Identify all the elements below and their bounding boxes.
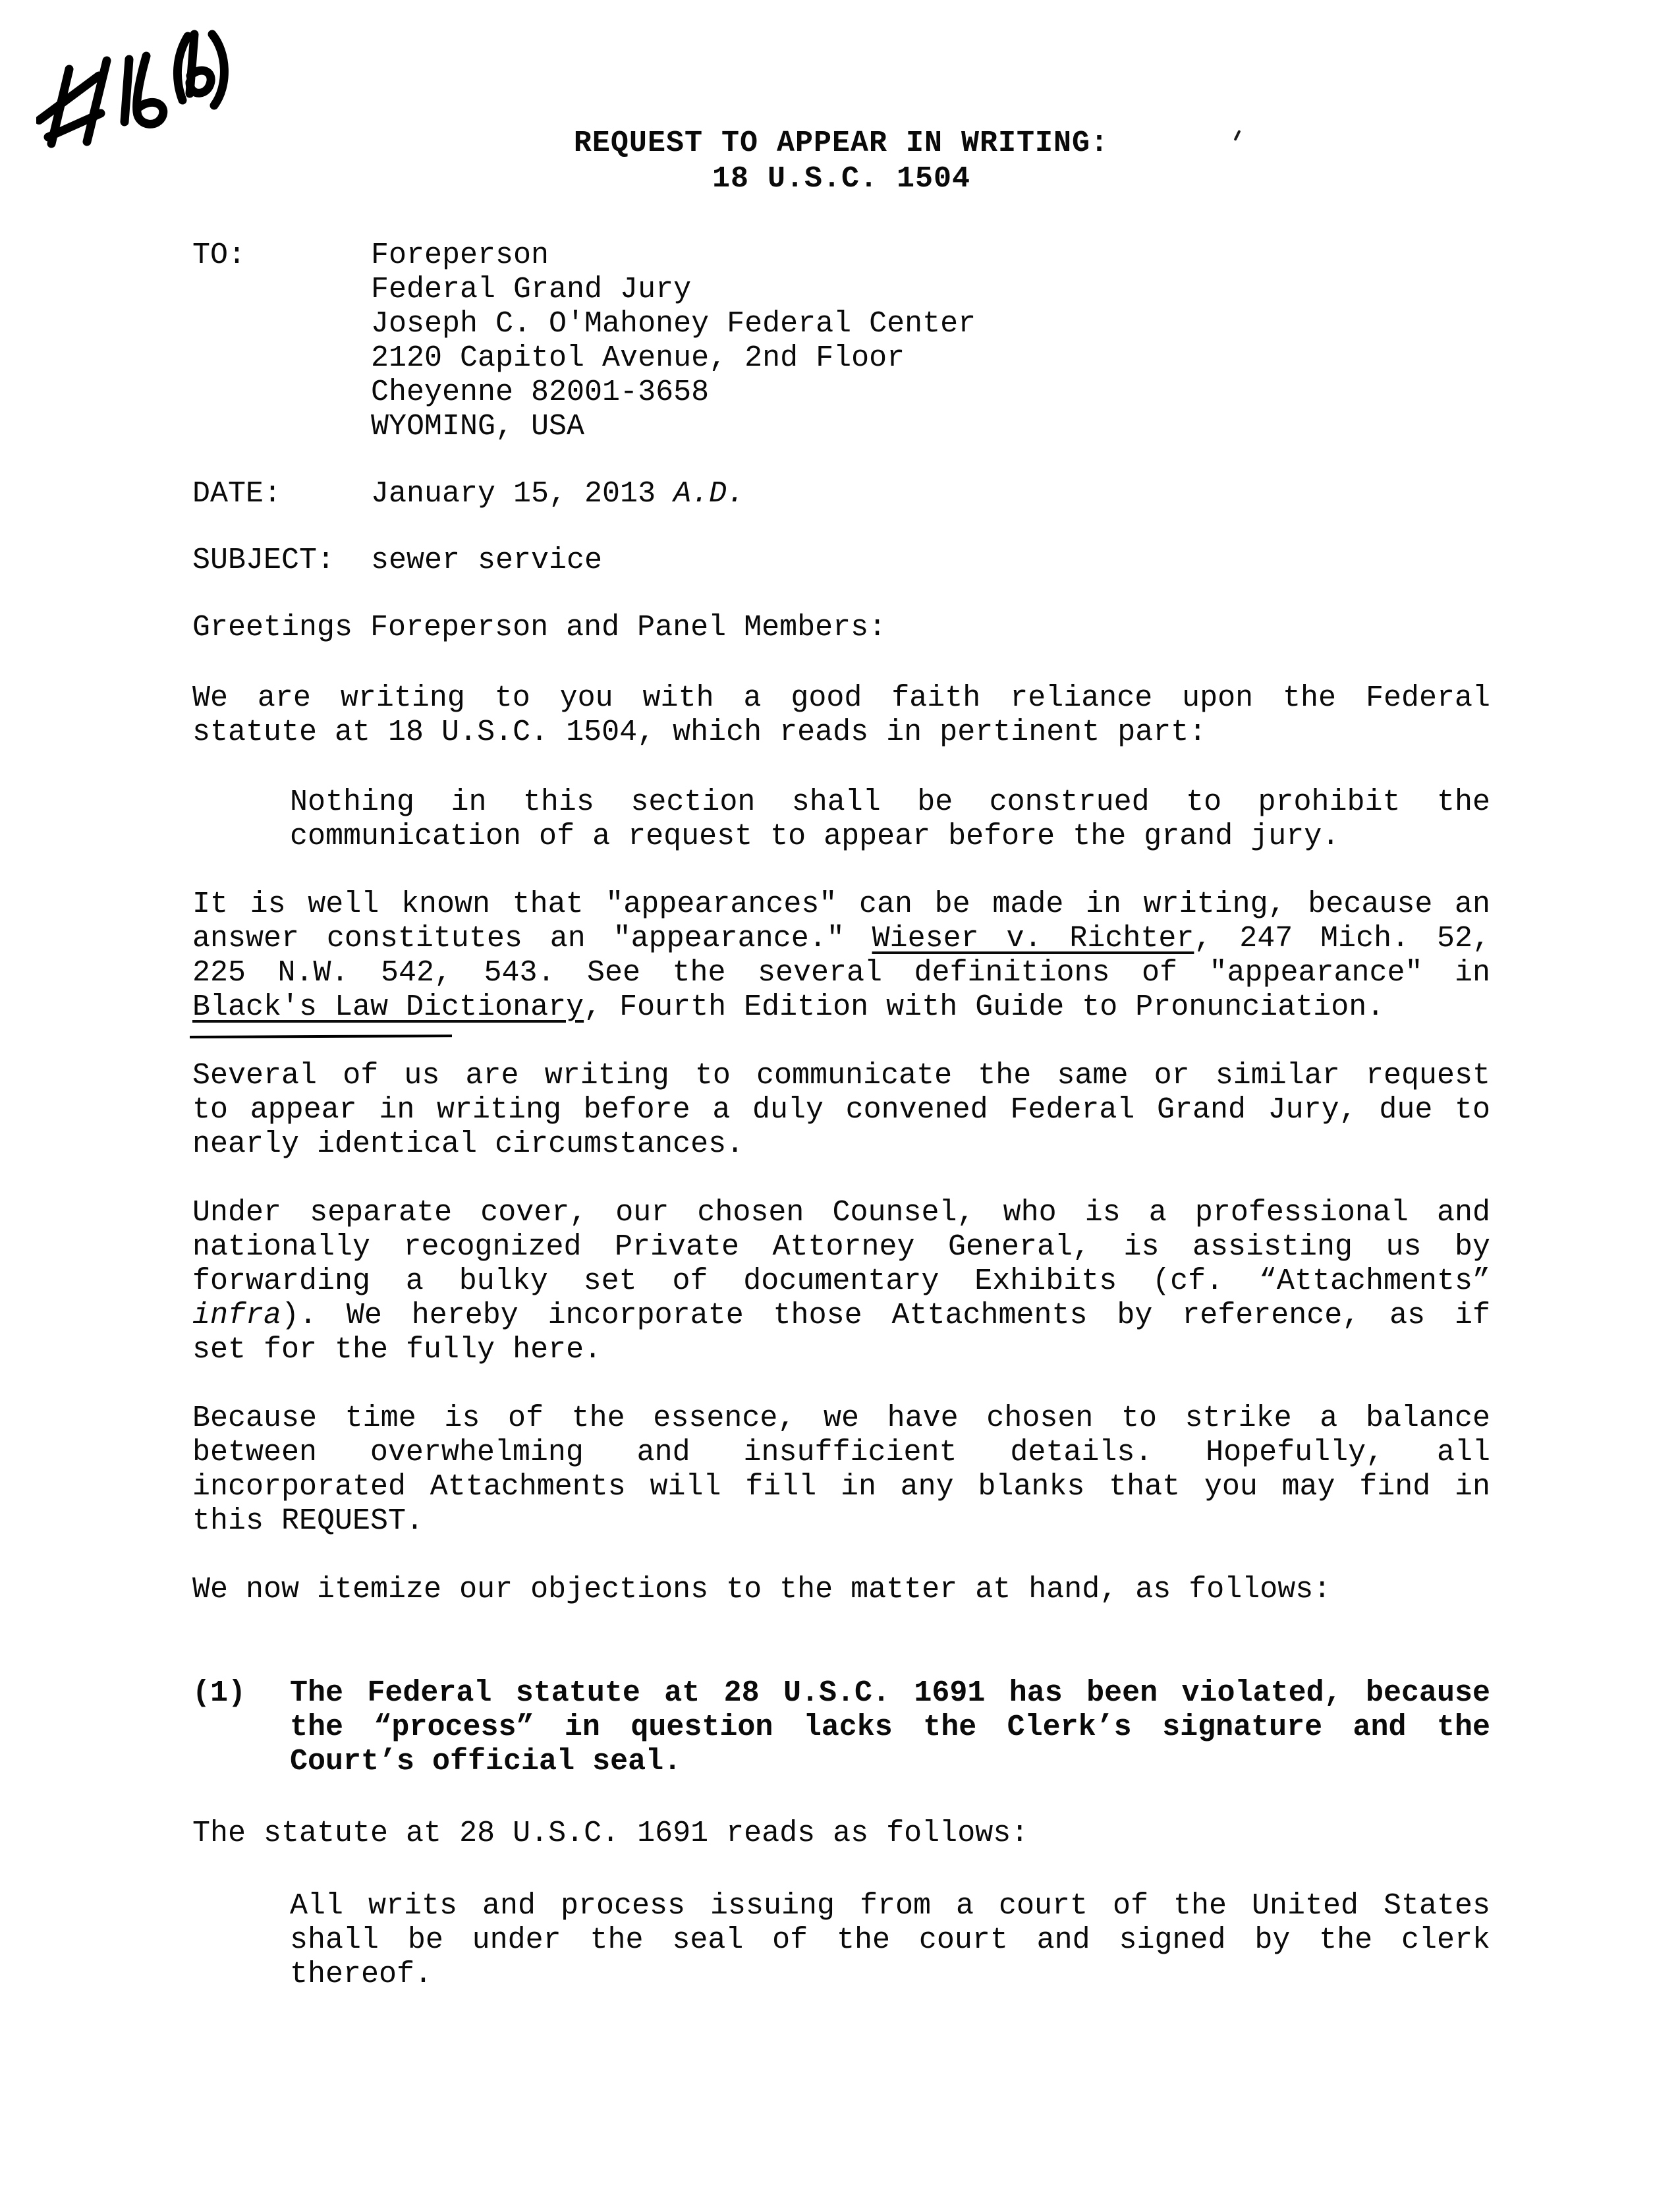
to-block <box>192 239 1490 444</box>
blockquote-1504 <box>290 785 1490 854</box>
paragraph-line: forwarding a bulky set of documentary Exhibits (cf. “Attachments” <box>192 1264 1490 1298</box>
paragraph-line: Under separate cover, our chosen Counsel, who is a professional and <box>192 1196 1490 1230</box>
line-text: ). We hereby incorporate those Attachments by reference, as if <box>281 1299 1490 1332</box>
document-title <box>192 126 1490 197</box>
quote-line: Nothing in this section shall be construed to prohibit the <box>290 785 1490 819</box>
itemize-lead-in: We now itemize our objections to the matter at hand, as follows: <box>192 1573 1331 1606</box>
case-citation: Wieser v. Richter <box>872 922 1194 955</box>
item-number: (1) <box>192 1676 246 1710</box>
paragraph-line: this REQUEST. <box>192 1504 424 1538</box>
paragraph-line: statute at 18 U.S.C. 1504, which reads in pertinent part: <box>192 716 1207 749</box>
paragraph-counsel <box>192 1196 1490 1367</box>
paragraph-several-of-us <box>192 1059 1490 1162</box>
paragraph-line: to appear in writing before a duly convened Federal Grand Jury, due to <box>192 1093 1490 1127</box>
objection-item-1 <box>192 1676 1490 1779</box>
item-line: The Federal statute at 28 U.S.C. 1691 has been violated, because <box>290 1676 1490 1710</box>
quote-line: shall be under the seal of the court and signed by the clerk <box>290 1923 1490 1957</box>
date-era: A.D. <box>673 477 745 511</box>
address-line: 2120 Capitol Avenue, 2nd Floor <box>371 341 905 375</box>
to-address <box>371 239 1490 444</box>
paragraph-line: nearly identical circumstances. <box>192 1127 744 1161</box>
letter-body <box>192 126 1490 1992</box>
item-line: the “process” in question lacks the Clerk’s signature and the <box>290 1711 1490 1744</box>
paragraph-appearances <box>192 888 1490 1025</box>
quote-line: communication of a request to appear before the grand jury. <box>290 820 1340 853</box>
address-line: WYOMING, USA <box>371 410 585 443</box>
title-line-1: REQUEST TO APPEAR IN WRITING: <box>573 127 1109 160</box>
address-line: Cheyenne 82001-3658 <box>371 376 710 409</box>
book-citation: Black's Law Dictionary <box>192 990 584 1024</box>
line-text: answer constitutes an "appearance." <box>192 922 872 955</box>
subject-row <box>192 544 1490 578</box>
paragraph-line: We are writing to you with a good faith reliance upon the Federal <box>192 681 1490 715</box>
date-value <box>371 477 1490 511</box>
subject-value: sewer service <box>371 544 603 577</box>
paragraph-line: Several of us are writing to communicate the same or similar request <box>192 1059 1490 1092</box>
salutation: Greetings Foreperson and Panel Members: <box>192 611 887 644</box>
paragraph-line: Because time is of the essence, we have chosen to strike a balance <box>192 1402 1490 1435</box>
item-text <box>290 1676 1490 1779</box>
line-text: , Fourth Edition with Guide to Pronunciation. <box>584 990 1385 1024</box>
latin-term: infra <box>192 1299 282 1332</box>
paragraph-intro <box>192 681 1490 750</box>
address-line: Joseph C. O'Mahoney Federal Center <box>371 307 976 341</box>
paragraph-essence <box>192 1402 1490 1539</box>
quote-line: All writs and process issuing from a court of the United States <box>290 1889 1490 1923</box>
paragraph-line <box>192 922 1490 956</box>
blockquote-1691 <box>290 1889 1490 1992</box>
paragraph-line: between overwhelming and insufficient details. Hopefully, all <box>192 1436 1490 1469</box>
line-text: , 247 Mich. 52, <box>1194 922 1490 955</box>
address-line: Foreperson <box>371 239 549 272</box>
date-label: DATE: <box>192 477 282 511</box>
item-line: Court’s official seal. <box>290 1745 682 1778</box>
paragraph-line: incorporated Attachments will fill in any blanks that you may find in <box>192 1470 1490 1504</box>
date-text: January 15, 2013 <box>371 477 674 511</box>
statute-intro: The statute at 28 U.S.C. 1691 reads as follows: <box>192 1817 1029 1850</box>
quote-line: thereof. <box>290 1958 433 1991</box>
paragraph-line: nationally recognized Private Attorney General, is assisting us by <box>192 1230 1490 1264</box>
address-line: Federal Grand Jury <box>371 273 692 306</box>
paragraph-line: 225 N.W. 542, 543. See the several definitions of "appearance" in <box>192 956 1490 990</box>
paragraph-line <box>192 1299 1490 1333</box>
paragraph-line <box>192 990 1490 1025</box>
date-row <box>192 477 1490 511</box>
paragraph-line: It is well known that "appearances" can be made in writing, because an <box>192 888 1490 921</box>
paragraph-line: set for the fully here. <box>192 1333 602 1367</box>
subject-label: SUBJECT: <box>192 544 335 577</box>
title-line-2: 18 U.S.C. 1504 <box>712 162 971 196</box>
to-label: TO: <box>192 239 246 272</box>
